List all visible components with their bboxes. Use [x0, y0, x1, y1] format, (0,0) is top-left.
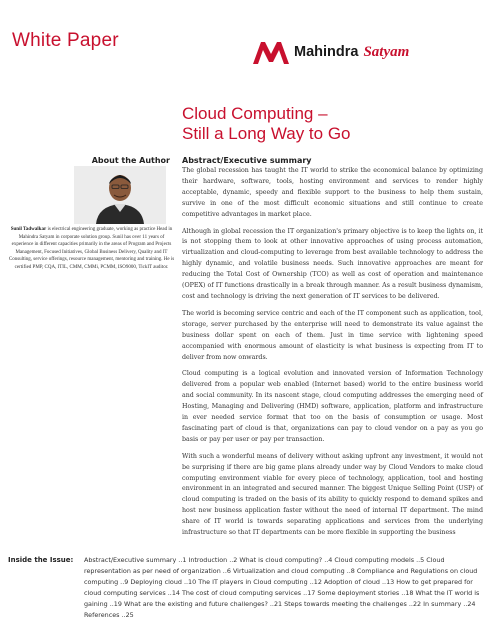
abstract-heading: Abstract/Executive summary — [182, 156, 312, 165]
author-name: Sunil Tadwalkar — [10, 227, 47, 232]
about-author-heading: About the Author — [91, 156, 170, 165]
inside-issue-contents: Abstract/Executive summary ..1 Introduction ..2 What is cloud computing? ..4 Cloud computing models ..5 Cloud representation as per need of organization ..6 Virtualization and cloud computing ..8 Compliance and Regulations on cloud computing ..9 Deploying cloud ..10 The IT players in Cloud computing ..12 Adoption of cloud ..13 How to get prepared for cloud computing services ..14 The cost of cloud computing services ..17 Some deployment stories ..18 What the IT world is gaining ..19 What are the existing and future challenges? ..21 Steps towards meeting the challenges ..22 In summary ..24 References ..25 — [84, 556, 480, 619]
inside-issue-label: Inside the Issue: — [8, 556, 74, 564]
paper-title — [182, 104, 482, 144]
abstract-paragraph: The global recession has taught the IT world to strike the economical balance by optimizing their hardware, software, tools, hosting environment and services to render highly acceptable, dynamic, speedy and flexible support to the business to help them sustain, survive in one of the most difficult economic situations and still continue to create competitive advantages in market place. — [182, 167, 483, 218]
abstract-body — [182, 166, 483, 545]
doc-type-label: White Paper — [12, 30, 119, 51]
abstract-paragraph: The world is becoming service centric and each of the IT component such as application, tool, storage, server purchased by the enterprise will need to demonstrate its value against the business dollar spent on each of them. Just in time service with lightening speed accompanied with enormous amount of elasticity is what business is expecting from IT to deliver from now onwards. — [182, 309, 483, 361]
inside-the-issue — [8, 555, 486, 620]
brand-secondary-text: Satyam — [363, 43, 410, 60]
brand-primary-text: Mahindra — [294, 44, 359, 60]
author-portrait-icon — [74, 166, 166, 224]
title-line-1: Cloud Computing – — [182, 104, 328, 123]
abstract-paragraph: Although in global recession the IT organization's primary objective is to keep the lights on, it is not stopping them to look at other innovative approaches of using process automation, virtualization and cloud-computing to leverage from best available technology to address the highly dynamic, and volatile business needs. Such innovative approaches are meant for reducing the Total Cost of Ownership (TCO) as well as cost of operation and maintenance (OPEX) of IT functions drastically in a break through manner. As a result business dynamism, cost and technology is driving the next generation of IT services to be delivered. — [182, 227, 483, 300]
brand-logo — [253, 40, 409, 64]
abstract-paragraph: Cloud computing is a logical evolution and innovated version of Information Technology delivered from a popular web enabled (Internet based) world to the entire business world and social community. In its nascent stage, cloud computing addresses the emerging need of Hosting, Managing and Delivering (HMD) software, application, platform and infrastructure in ever needed service format that too on the basis of consumption or usage. Most fascinating part of cloud is that, organizations can pay to cloud vendor on a pay as you go basis or pay per user or pay per transaction. — [182, 370, 483, 443]
author-bio-text: is electrical engineering graduate, working as practice Head in Mahindra Satyam in corporate solution group. Sunil has over 11 years of experience in different capacities primarily in the areas of Program and Projects Management, Focused Initiatives, Global Business Delivery, Quality and IT Consulting, service offerings, resource management, mentoring and training. He is certified PMP, CQA, ITIL, CMM, CMMi, PCMM, ISO9000, TickIT auditor. — [8, 227, 175, 270]
author-photo — [74, 166, 166, 224]
author-bio — [8, 226, 175, 272]
abstract-paragraph: With such a wonderful means of delivery without asking upfront any investment, it would not be surprising if there are big game plans already under way by Cloud Vendors to make cloud computing environment viable for every piece of technology, application, tool and hosting environment in an integrated and secured manner. The biggest Unique Selling Point (USP) of cloud computing is traded on the basis of its ability to quickly respond to demand spikes and host new business application faster without the need of internal IT department. The mind share of IT world is towards separating applications and services from the underlying infrastructure so that IT departments can be more flexible in supporting the business — [182, 452, 483, 537]
mahindra-rise-logo-icon — [253, 40, 289, 64]
title-line-2: Still a Long Way to Go — [182, 124, 351, 143]
